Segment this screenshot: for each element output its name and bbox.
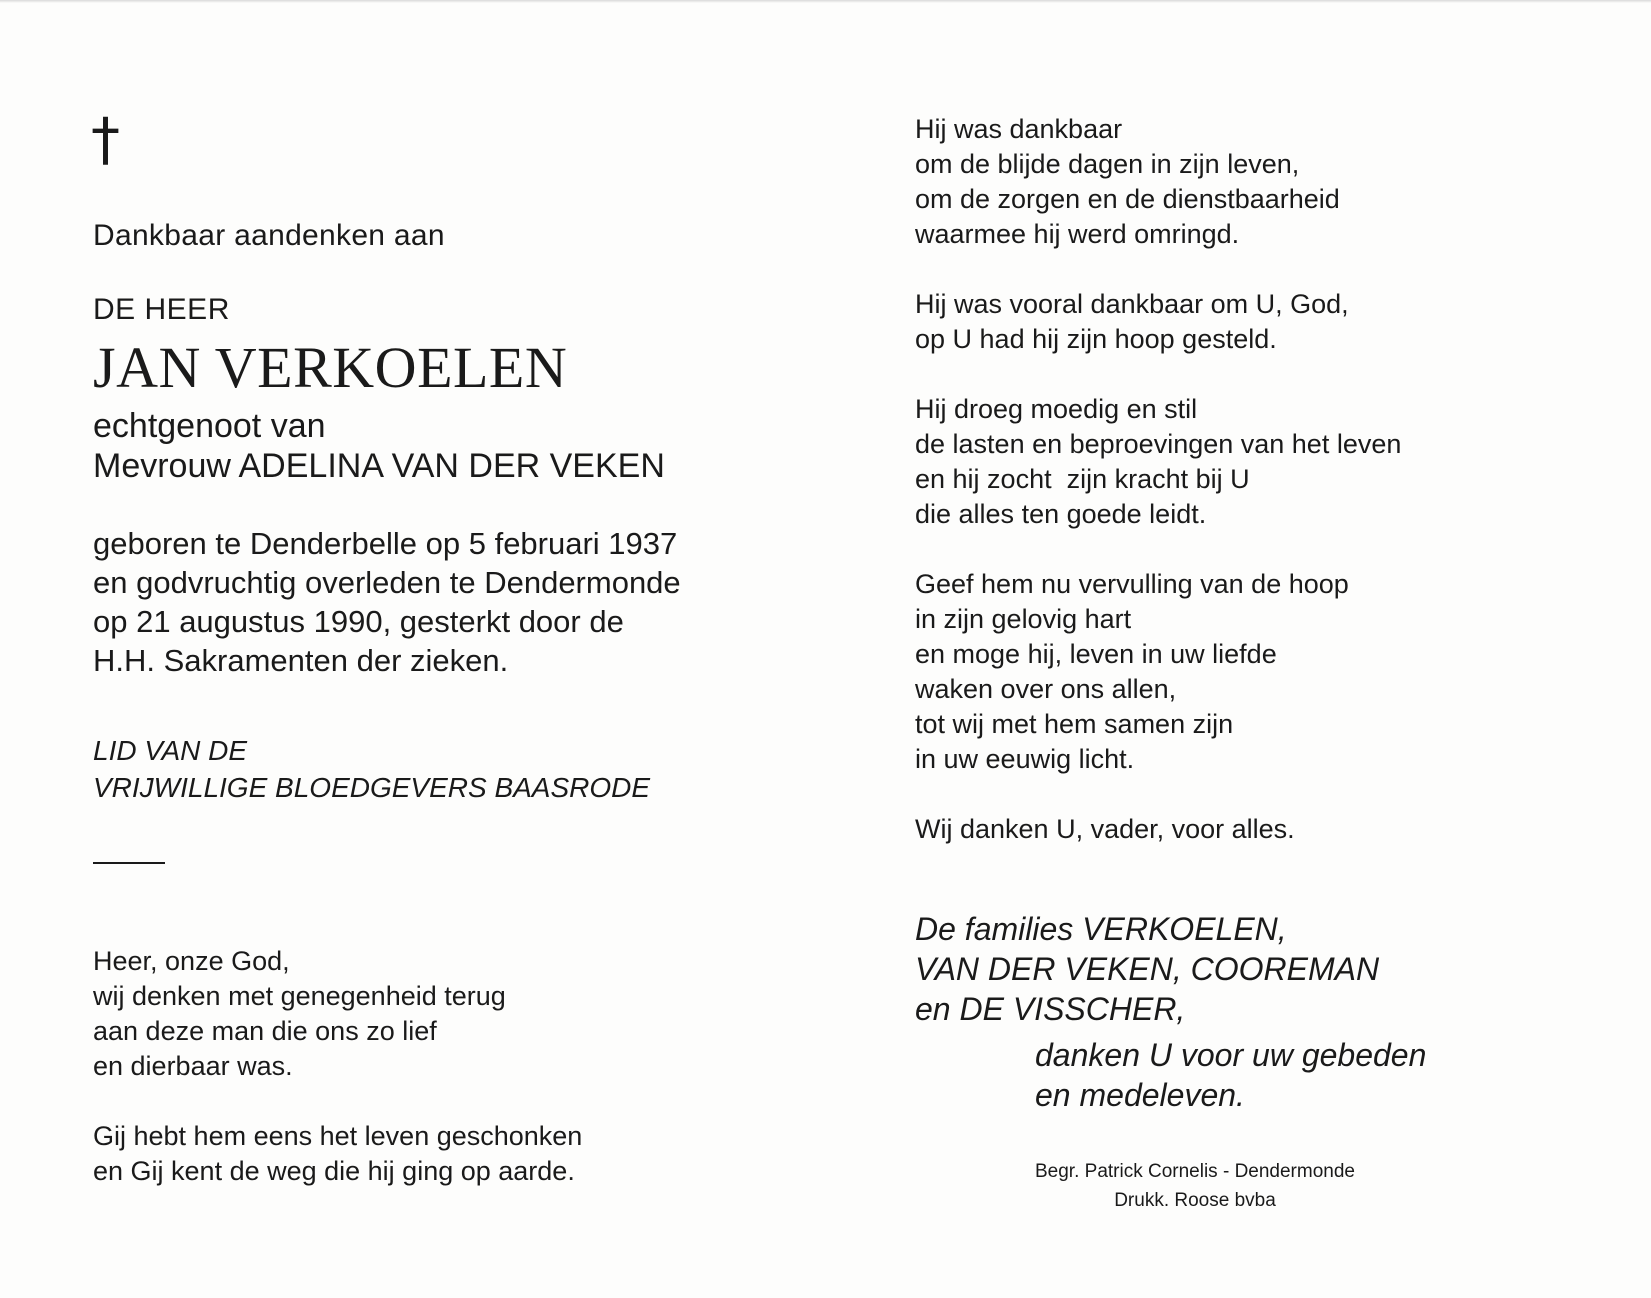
verse-line: Hij was vooral dankbaar om U, God,	[915, 289, 1349, 319]
verse-line: Geef hem nu vervulling van de hoop	[915, 569, 1349, 599]
verse-line: en hij zocht zijn kracht bij U	[915, 464, 1250, 494]
printer-credits	[935, 1157, 1455, 1215]
stanza	[915, 567, 1615, 777]
verse-line: waken over ons allen,	[915, 674, 1177, 704]
member-line: LID VAN DE	[93, 735, 248, 766]
membership	[93, 732, 813, 806]
thanks-message	[915, 1035, 1615, 1115]
verse-line: Heer, onze God,	[93, 946, 290, 976]
credit-line: Drukk. Roose bvba	[1114, 1190, 1276, 1211]
prayer-left	[93, 944, 813, 1189]
bio-line: op 21 augustus 1990, gesterkt door de	[93, 604, 624, 639]
deceased-name: JAN VERKOELEN	[93, 335, 568, 400]
member-line: VRIJWILLIGE BLOEDGEVERS BAASRODE	[93, 772, 651, 803]
families-line: VAN DER VEKEN, COOREMAN	[915, 951, 1380, 987]
verse-line: tot wij met hem samen zijn	[915, 709, 1234, 739]
verse-line: waarmee hij werd omringd.	[915, 219, 1240, 249]
bio-line: en godvruchtig overleden te Dendermonde	[93, 565, 681, 600]
stanza	[915, 392, 1615, 532]
verse-line: in zijn gelovig hart	[915, 604, 1132, 634]
scan-edge	[0, 0, 1651, 3]
verse-line: de lasten en beproevingen van het leven	[915, 429, 1402, 459]
verse-line: in uw eeuwig licht.	[915, 744, 1135, 774]
verse-line: om de blijde dagen in zijn leven,	[915, 149, 1300, 179]
honorific: DE HEER	[93, 293, 230, 326]
thanks-line: danken U voor uw gebeden	[1035, 1037, 1427, 1073]
verse-line: Hij droeg moedig en stil	[915, 394, 1198, 424]
prayer-right	[915, 112, 1615, 847]
thanks-line: en medeleven.	[1035, 1077, 1245, 1113]
verse-line: om de zorgen en de dienstbaarheid	[915, 184, 1340, 214]
stanza	[915, 112, 1615, 252]
stanza	[93, 944, 813, 1084]
families-line: en DE VISSCHER,	[915, 991, 1186, 1027]
verse-line: op U had hij zijn hoop gesteld.	[915, 324, 1277, 354]
divider	[93, 862, 165, 864]
right-page	[915, 112, 1615, 1215]
verse-line: Hij was dankbaar	[915, 114, 1123, 144]
verse-line: die alles ten goede leidt.	[915, 499, 1207, 529]
bio-line: H.H. Sakramenten der zieken.	[93, 643, 509, 678]
left-page	[91, 105, 813, 1224]
stanza	[93, 1119, 813, 1189]
credit-line: Begr. Patrick Cornelis - Dendermonde	[1035, 1161, 1355, 1182]
biography	[93, 524, 813, 680]
verse-line: en moge hij, leven in uw liefde	[915, 639, 1277, 669]
verse-line: Gij hebt hem eens het leven geschonken	[93, 1121, 583, 1151]
verse-line: en dierbaar was.	[93, 1051, 293, 1081]
verse-line: wij denken met genegenheid terug	[93, 981, 506, 1011]
verse-line: aan deze man die ons zo lief	[93, 1016, 437, 1046]
families-signature	[915, 909, 1615, 1029]
spouse-name: Mevrouw ADELINA VAN DER VEKEN	[93, 447, 665, 485]
spouse-label: echtgenoot van	[93, 407, 326, 445]
stanza	[915, 812, 1615, 847]
families-line: De families VERKOELEN,	[915, 911, 1287, 947]
stanza	[915, 287, 1615, 357]
verse-line: Wij danken U, vader, voor alles.	[915, 814, 1295, 844]
bio-line: geboren te Denderbelle op 5 februari 1937	[93, 526, 678, 561]
cross-icon: †	[91, 105, 120, 173]
intro-line: Dankbaar aandenken aan	[93, 219, 445, 252]
verse-line: en Gij kent de weg die hij ging op aarde.	[93, 1156, 575, 1186]
